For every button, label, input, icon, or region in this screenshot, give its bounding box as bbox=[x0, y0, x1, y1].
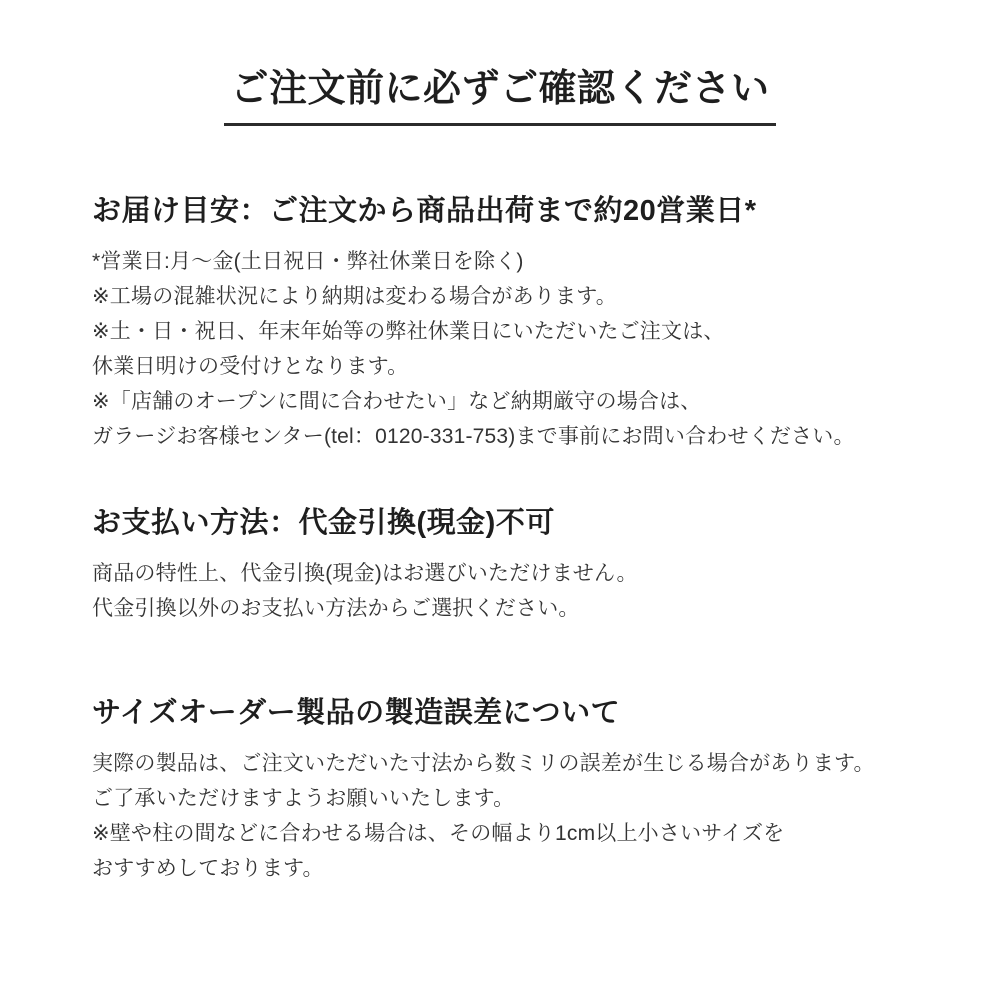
section-heading-delivery: お届け目安：ご注文から商品出荷まで約20営業日* bbox=[92, 195, 757, 228]
body-line: 代金引換以外のお支払い方法からご選択ください。 bbox=[92, 597, 580, 621]
body-line: 休業日明けの受付けとなります。 bbox=[92, 355, 409, 379]
section-payment-method bbox=[92, 504, 920, 626]
section-heading-payment: お支払い方法：代金引換(現金)不可 bbox=[92, 507, 555, 540]
section-body-payment bbox=[92, 556, 920, 626]
body-line: *営業日:月～金(土日祝日・弊社休業日を除く) bbox=[92, 250, 524, 274]
body-line: 実際の製品は、ご注文いただいた寸法から数ミリの誤差が生じる場合があります。 bbox=[92, 752, 875, 776]
body-line: ガラージお客様センター(tel：0120-331-753)まで事前にお問い合わせください。 bbox=[92, 425, 855, 449]
body-line: 商品の特性上、代金引換(現金)はお選びいただけません。 bbox=[92, 562, 638, 586]
body-line: ※「店舗のオープンに間に合わせたい」など納期厳守の場合は、 bbox=[92, 390, 702, 414]
section-heading-tolerance: サイズオーダー製品の製造誤差について bbox=[92, 697, 621, 730]
section-manufacturing-tolerance bbox=[92, 694, 920, 886]
body-line: ※壁や柱の間などに合わせる場合は、その幅より1cm以上小さいサイズを bbox=[92, 822, 785, 846]
body-line: おすすめしております。 bbox=[92, 857, 324, 881]
section-body-delivery bbox=[92, 244, 920, 454]
body-line: ご了承いただけますようお願いいたします。 bbox=[92, 787, 515, 811]
notice-content bbox=[0, 192, 1000, 886]
body-line: ※工場の混雑状況により納期は変わる場合があります。 bbox=[92, 285, 617, 309]
title-area bbox=[0, 0, 1000, 126]
section-body-tolerance bbox=[92, 746, 920, 886]
section-delivery-estimate bbox=[92, 192, 920, 454]
body-line: ※土・日・祝日、年末年始等の弊社休業日にいただいたご注文は、 bbox=[92, 320, 725, 344]
page-title: ご注文前に必ずご確認ください bbox=[224, 64, 775, 126]
